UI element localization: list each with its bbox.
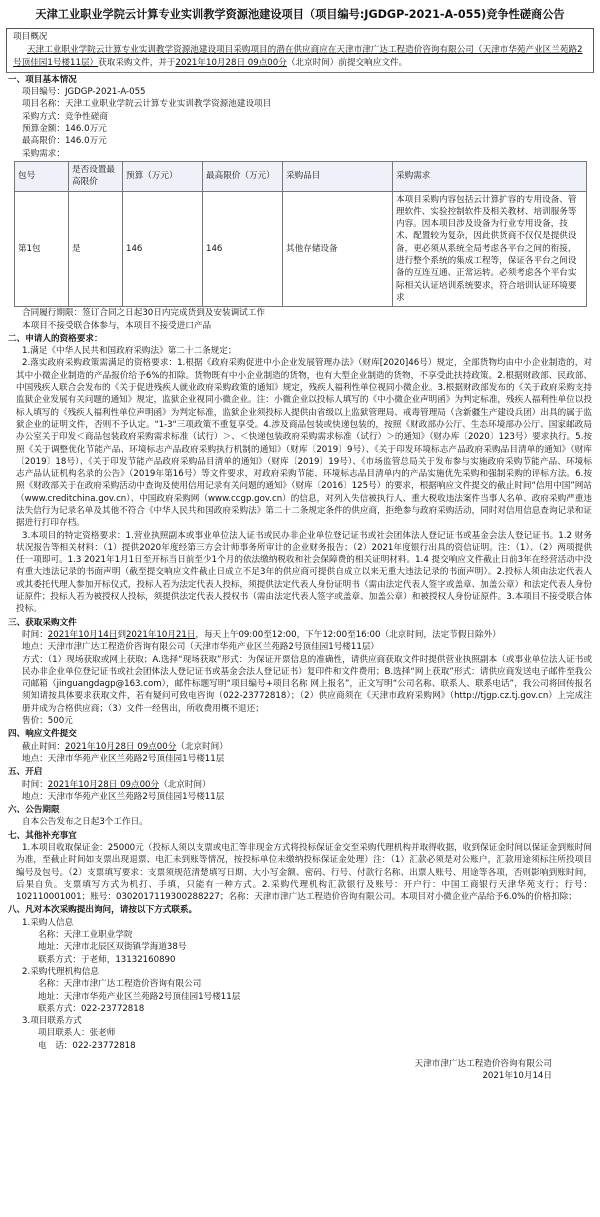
th-category: 采购品目 bbox=[283, 161, 393, 191]
package-table bbox=[14, 161, 587, 307]
obtain-end-date: 2021年10月21日 bbox=[125, 629, 196, 640]
td-category: 其他存储设备 bbox=[283, 191, 393, 307]
th-package: 包号 bbox=[15, 161, 69, 191]
overview-text-c: （北京时间）前提交响应文件。 bbox=[286, 57, 408, 68]
section-opening bbox=[8, 766, 592, 803]
overview-text bbox=[13, 44, 589, 69]
signature-org: 天津市津广达工程造价咨询有限公司 bbox=[414, 1059, 552, 1070]
section-5-heading: 五、开启 bbox=[8, 767, 43, 778]
obtain-to: 到 bbox=[117, 629, 126, 640]
opening-place: 地点：天津市华苑产业区兰苑路2号顶佳园1号楼11层 bbox=[22, 791, 225, 802]
submission-deadline-value: 2021年10月28日 09点00分 bbox=[64, 741, 177, 752]
obtain-time-rest: ，每天上午09:00至12:00，下午12:00至16:00（北京时间，法定节假日除外） bbox=[195, 629, 501, 640]
overview-text-b: 获取采购文件，并于 bbox=[98, 57, 176, 68]
section-2-heading: 二、申请人的资格要求： bbox=[8, 333, 103, 344]
project-contact-person: 项目联系人：张老师 bbox=[38, 1028, 116, 1039]
purchaser-name: 名称：天津工业职业学院 bbox=[38, 930, 133, 941]
opening-time-tz: （北京时间） bbox=[159, 779, 211, 790]
section-contact bbox=[8, 904, 592, 1052]
submission-deadline-label: 截止时间： bbox=[22, 741, 65, 752]
qualification-1: 1.满足《中华人民共和国政府采购法》第二十二条规定； bbox=[22, 346, 237, 357]
qualification-3: 3.本项目的特定资格要求：1.营业执照副本或事业单位法人证书或民办非企业单位登记证书或社会团体法人登记证书或基金会法人登记证书。1.2 财务状况报告等相关材料：（1）提供2020年度经第三方会计师事务所审计的企业财务报告；（2）2021年度银行出具的资信证明。注：（1）、（2）两项提供任一项即可。1.3 2021年1月1日至开标当日前至少1个月的依法缴纳税收和社会保障费的相关证明材料。1.4 提交响应文件截止日前3年在经营活动中没有重大违法记录的书面声明（截至提交响应文件截止日成立不足3年的供应商可提供自成立以来无重大违法记录的书面声明）。2.投标人须由法定代表人或其委托代理人参加开标仪式，投标人若为法定代表人投标，须提供法定代表人身份证明书（需由法定代表人签字或盖章、加盖公章）和法定代表人身份证原件；投标人若为被授权人投标，须提供法定代表人授权书（需由法定代表人签字或盖章、加盖公章）和被授权人身份证原件。3.本项目不接受联合体投标。 bbox=[16, 530, 592, 615]
signature-date: 2021年10月14日 bbox=[482, 1071, 552, 1082]
opening-time-label: 时间： bbox=[22, 779, 48, 790]
section-qualification bbox=[8, 333, 592, 616]
section-notice-period bbox=[8, 804, 592, 829]
qualification-2: 2.落实政府采购政策需满足的资格要求：1.根据《政府采购促进中小企业发展管理办法》（财库[2020]46号）规定，全部货物均由中小企业制造的，对其中小微企业制造的产品报价给予6%的扣除。货物既有中小企业制造的货物，也有大型企业制造的货物，不享受此扶持政策。2.根据财政部、民政部、中国残疾人联合会发布的《关于促进残疾人就业政府采购政策的通知》规定，残疾人福利性单位视同小微企业。3.根据财政部发布的《关于政府采购支持监狱企业发展有关问题的通知》规定，监狱企业视同小微企业。注：小微企业以投标人填写的《中小微企业声明函》为判定标准，残疾人福利性单位以投标人填写的《残疾人福利性单位声明函》为判定标准，监狱企业须投标人提供由省级以上监狱管理局、戒毒管理局（含新疆生产建设兵团）出具的属于监狱企业的证明文件，否则不予认定。"1-3"三项政策不重复享受。4.涉及商品包装或快递包装的，按照《财政部办公厅、生态环境部办公厅、国家邮政局办公室关于印发＜商品包装政府采购需求标准（试行）＞、＜快递包装政府采购需求标准（试行）＞的通知》（财办库〔2020〕123号）要求执行。5.按照《关于调整优化节能产品、环境标志产品政府采购执行机制的通知》（财库〔2019〕9号）、《关于印发环境标志产品政府采购品目清单的通知》（财库〔2019〕18号）、《关于印发节能产品政府采购品目清单的通知》（财库〔2019〕19号）、《市场监管总局关于发布参与实施政府采购节能产品、环境标志产品认证机构名录的公告》（2019年第16号）等文件要求，对政府采购节能、环境标志品目清单内的产品实施优先采购和强制采购的评标方法。6.按照《财政部关于在政府采购活动中查询及使用信用记录有关问题的通知》（财库〔2016〕125号）的要求，根据响应文件提交的截止时间“信用中国”网站（www.creditchina.gov.cn）、中国政府采购网（www.ccgp.gov.cn）的信息，对列入失信被执行人、重大税收违法案件当事人名单、政府采购严重违法失信行为记录名单及其他不符合《中华人民共和国政府采购法》第二十二条规定条件的供应商，拒绝参与政府采购活动，同时对信用信息查询记录和证据进行打印存档。 bbox=[16, 358, 592, 529]
obtain-start-date: 2021年10月14日 bbox=[47, 629, 118, 640]
td-max-price: 146 bbox=[203, 191, 283, 307]
agency-address: 地址：天津市华苑产业区兰苑路2号顶佳园1号楼11层 bbox=[38, 991, 241, 1002]
th-requirement: 采购需求 bbox=[393, 161, 587, 191]
obtain-place: 地点：天津市津广达工程造价咨询有限公司（天津市华苑产业区兰苑路2号顶佳园1号楼11层） bbox=[22, 642, 380, 653]
agency-contact: 联系方式：022-23772818 bbox=[38, 1003, 145, 1014]
th-has-max: 是否设置最高限价 bbox=[69, 161, 123, 191]
obtain-method: 方式：（1）现场获取或网上获取；A.选择“现场获取”形式：为保证开票信息的准确性，请供应商获取文件时提供营业执照副本（或事业单位法人证书或民办非企业单位登记证书或社会团体法人登记证书或基金会法人登记证书）复印件和文件费用；B.选择“网上获取”形式：请供应商发送电子邮件至我公司邮箱（jinguangdagp@163.com），邮件标题写明“项目编号+项目名称 网上报名”，正文写明“公司名称、联系人、联系电话”，我公司将回传报名须知请按具体要求获取文件，若有疑问可致电咨询（022-23772818）；（2）供应商须在《天津市政府采购网》（http://tjgp.cz.tj.gov.cn）上完成注册并成为合格供应商；（3）文件一经售出，所收费用概不退还； bbox=[22, 654, 592, 714]
table-row bbox=[15, 191, 587, 307]
section-submission bbox=[8, 728, 592, 765]
overview-text-a: 天津工业职业学院云计算专业实训教学资源池建设项目采购项目的潜在供应商应在天津市津广达工程造价咨询有限公司（天津市华苑产业区兰苑路2号顶佳园1号楼11层） bbox=[13, 45, 583, 68]
table-header-row bbox=[15, 161, 587, 191]
overview-deadline: 2021年10月28日 09点00分 bbox=[175, 57, 287, 68]
td-package: 第1包 bbox=[15, 191, 69, 307]
requirement-label: 采购需求： bbox=[22, 148, 65, 159]
project-contact-phone: 电 话：022-23772818 bbox=[38, 1040, 136, 1051]
notice-period-text: 自本公告发布之日起3个工作日。 bbox=[22, 817, 148, 828]
submission-deadline-tz: （北京时间） bbox=[176, 741, 228, 752]
th-max-price: 最高限价（万元） bbox=[203, 161, 283, 191]
section-1-heading: 一、项目基本情况 bbox=[8, 74, 77, 85]
td-has-max: 是 bbox=[69, 191, 123, 307]
section-other bbox=[8, 830, 592, 904]
overview-label: 项目概况 bbox=[13, 32, 48, 42]
submission-place: 地点：天津市华苑产业区兰苑路2号顶佳园1号楼11层 bbox=[22, 753, 225, 764]
th-budget: 预算（万元） bbox=[123, 161, 203, 191]
contract-term: 合同履行期限：签订合同之日起30日内完成货到及安装调试工作 bbox=[22, 308, 265, 319]
section-8-heading: 八、凡对本次采购提出询问，请按以下方式联系。 bbox=[8, 905, 198, 916]
purchaser-title: 1.采购人信息 bbox=[22, 917, 74, 928]
section-6-heading: 六、公告期限 bbox=[8, 805, 60, 816]
section-4-heading: 四、响应文件提交 bbox=[8, 729, 77, 740]
purchaser-address: 地址：天津市北辰区双街镇学海道38号 bbox=[38, 942, 187, 953]
section-3-heading: 三、获取采购文件 bbox=[8, 617, 77, 628]
no-joint-bid: 本项目不接受联合体参与，本项目不接受进口产品 bbox=[22, 320, 212, 331]
other-text: 1.本项目收取保证金：25000元（投标人须以支票或电汇等非现金方式将投标保证金交至采购代理机构并取得收据，收到保证金时间以保证金到账时间为准，至截止时间如支票出现退票、电汇未到账等情况，按投标单位未缴纳投标保证金处理）注：（1）汇款必须是对公账户，汇款用途须标注所投项目编号及包号。（2）支票填写要求：支票须规范清楚填写日期、大小写金额、密码、行号、付款行名称、出票人账号、用途等各项，否则影响到账时间，后果自负。支票填写方式为机打、手填，只能有一种方式。2.采购代理机构汇款银行及账号：开户行：中国工商银行天津华苑支行；行号：102110001001；账号：0302017119300288227；名称：天津市津广达工程造价咨询有限公司。本项目对小微企业产品给予6.0%的价格扣除； bbox=[16, 843, 592, 903]
page-title: 天津工业职业学院云计算专业实训教学资源池建设项目（项目编号:JGDGP-2021-A-055)竞争性磋商公告 bbox=[35, 8, 565, 21]
opening-time-value: 2021年10月28日 09点00分 bbox=[47, 779, 160, 790]
td-requirement: 本项目采购内容包括云计算扩容的专用设备、管理软件、实验控制软件及相关教材、培训服务等内容。因本项目涉及设备为行业专用设备，技术、配置较为复杂，因此供货商不仅仅是提供设备，更必须从系统全局考虑各平台之间的衔接，进行整个系统的集成工程等，保证各平台之间设备的互连互通、正常运转。必须考虑各个平台实际相关认证培训系统要求，符合培训认证环境要求 bbox=[393, 191, 587, 307]
doc-price: 售价：500元 bbox=[22, 716, 73, 727]
overview-box bbox=[6, 28, 594, 73]
project-contact-title: 3.项目联系方式 bbox=[22, 1016, 82, 1027]
procurement-method: 采购方式：竞争性磋商 bbox=[22, 111, 108, 122]
max-price: 最高限价：146.0万元 bbox=[22, 136, 107, 147]
opening-time bbox=[8, 779, 592, 791]
purchaser-contact: 联系方式：于老师，13132160890 bbox=[38, 954, 176, 965]
obtain-time bbox=[8, 629, 592, 641]
td-budget: 146 bbox=[123, 191, 203, 307]
submission-deadline bbox=[8, 741, 592, 753]
agency-title: 2.采购代理机构信息 bbox=[22, 966, 99, 977]
section-7-heading: 七、其他补充事宜 bbox=[8, 830, 77, 841]
project-number: 项目编号：JGDGP-2021-A-055 bbox=[22, 87, 146, 98]
section-obtain-docs bbox=[8, 617, 592, 728]
obtain-time-label: 时间： bbox=[22, 629, 48, 640]
section-basic-info bbox=[8, 74, 592, 332]
agency-name: 名称：天津市津广达工程造价咨询有限公司 bbox=[38, 979, 202, 990]
project-name: 项目名称：天津工业职业学院云计算专业实训教学资源池建设项目 bbox=[22, 99, 272, 110]
budget-amount: 预算金额：146.0万元 bbox=[22, 124, 107, 135]
